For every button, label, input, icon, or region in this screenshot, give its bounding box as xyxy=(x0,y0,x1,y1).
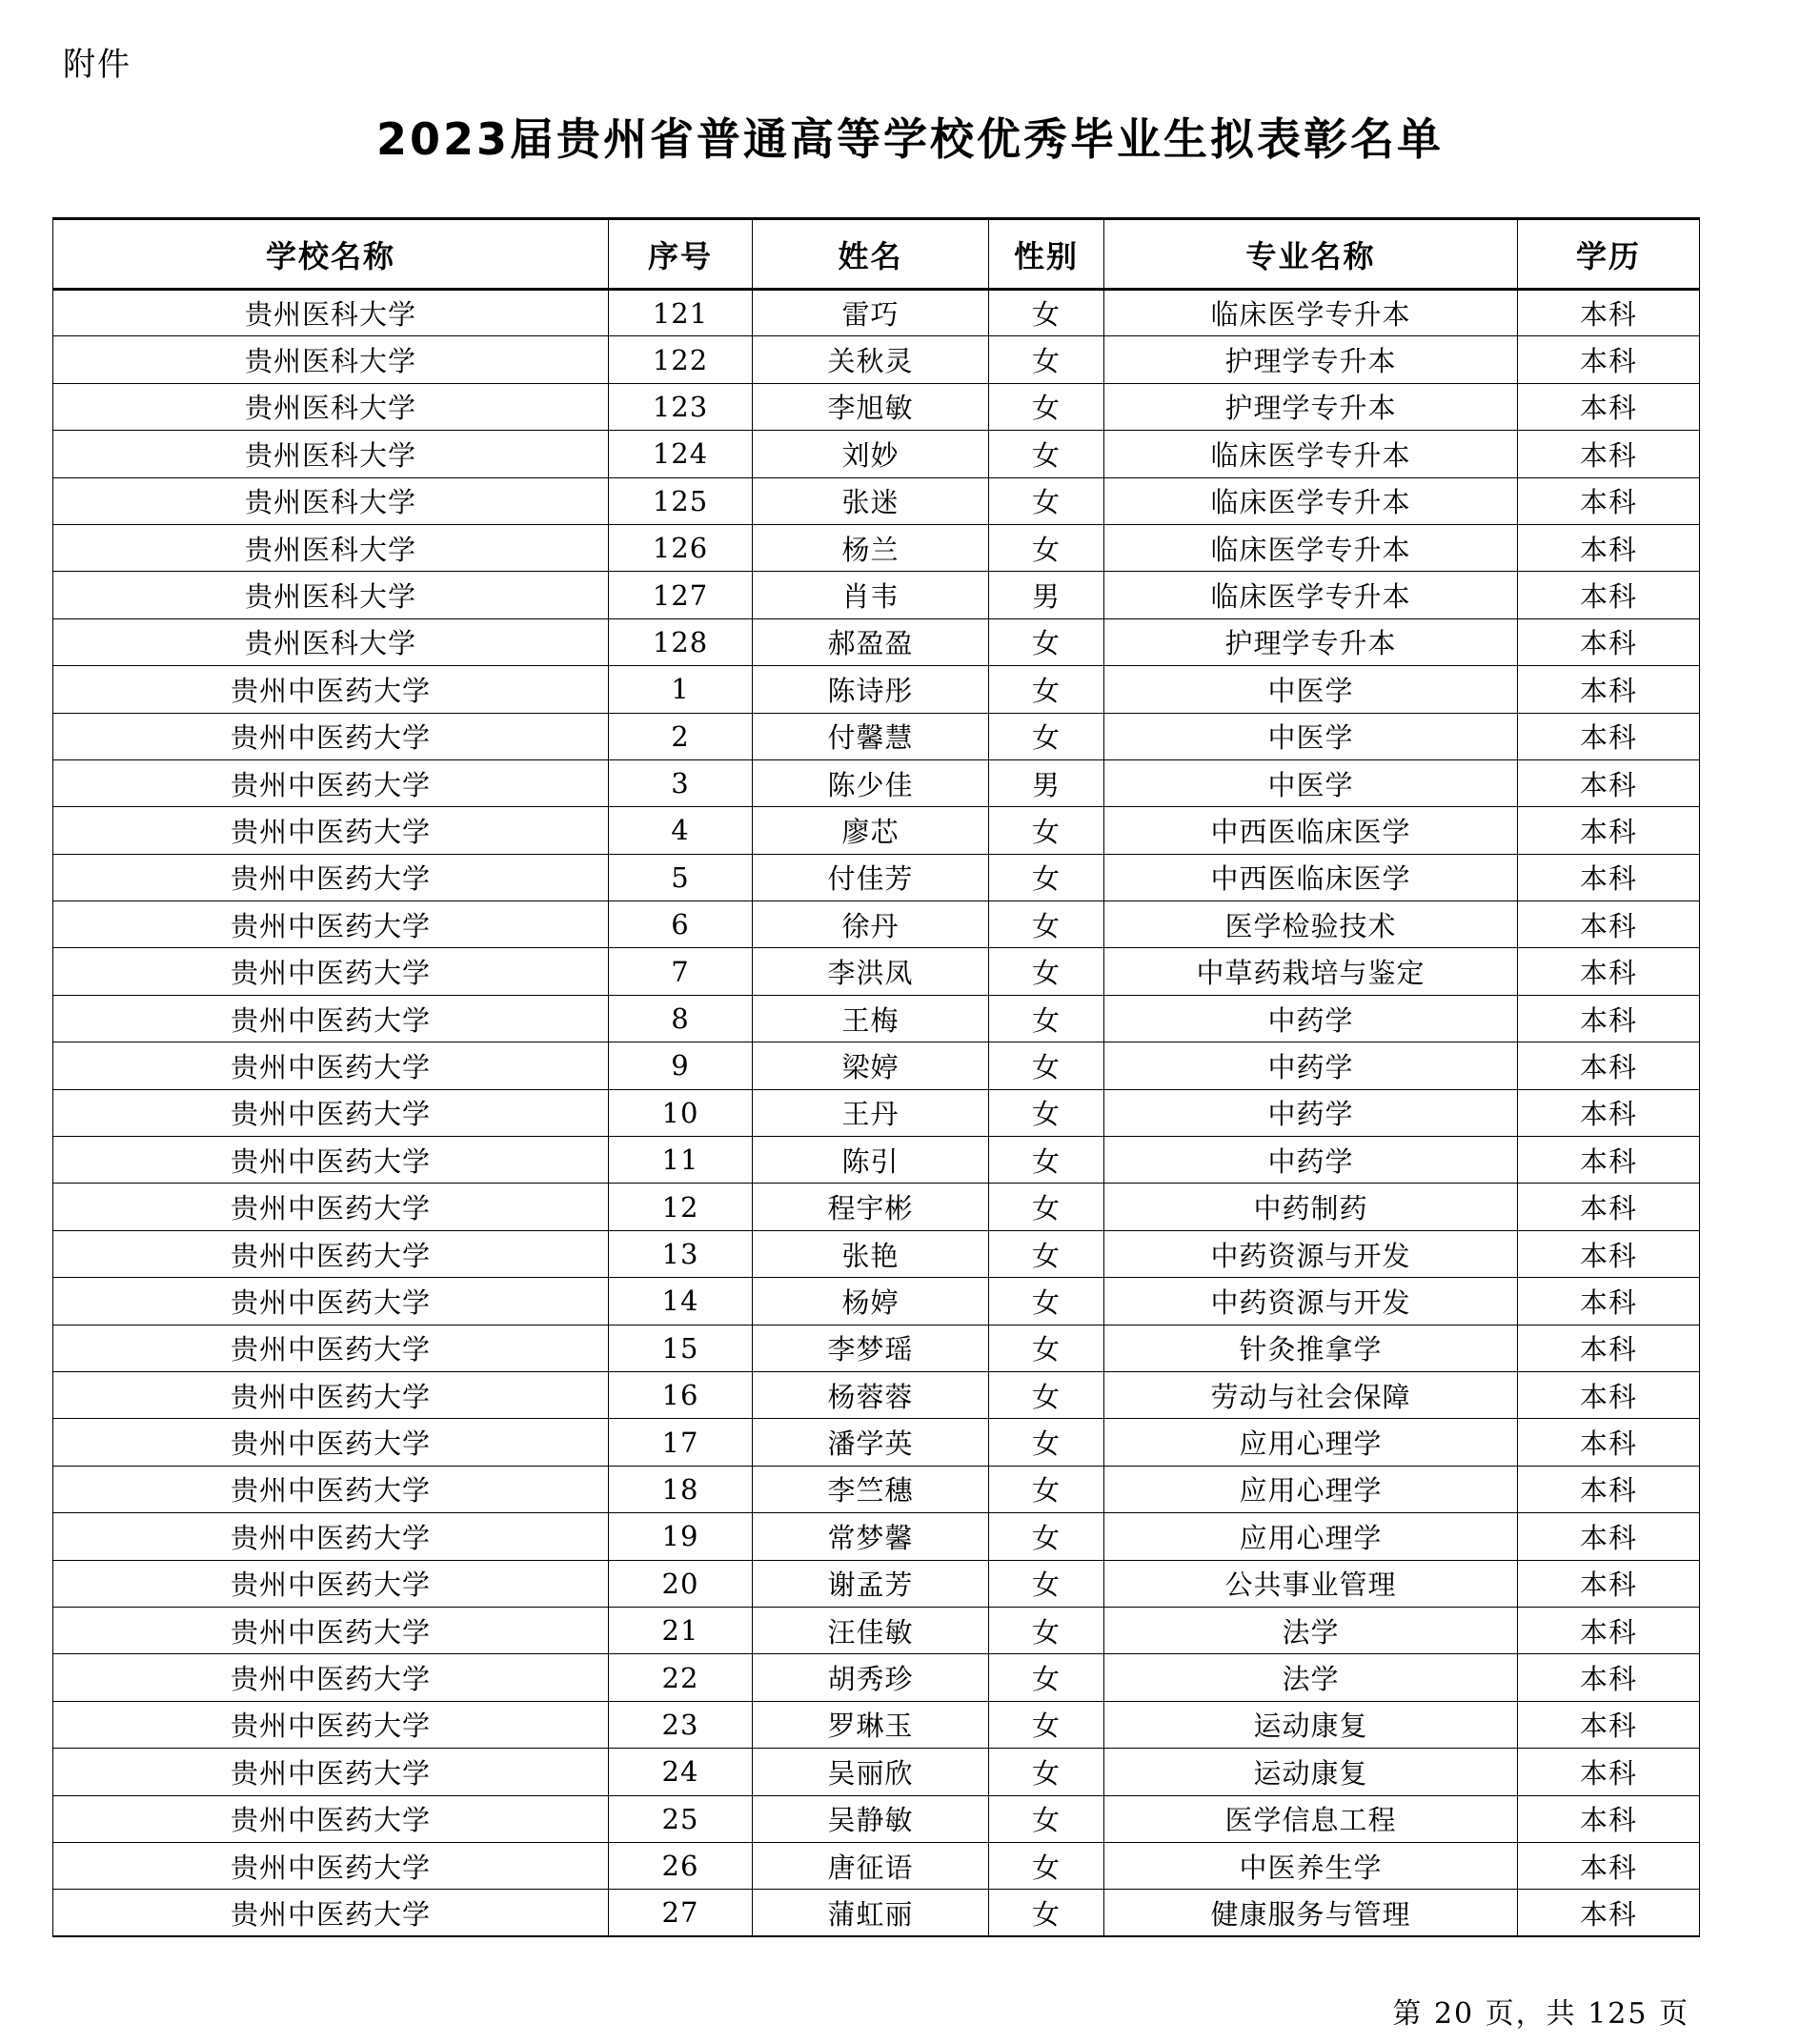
cell-major: 中药学 xyxy=(1104,1089,1518,1136)
cell-name: 李旭敏 xyxy=(753,383,989,430)
cell-degree: 本科 xyxy=(1518,759,1700,806)
cell-major: 健康服务与管理 xyxy=(1104,1890,1518,1936)
cell-school-name: 贵州中医药大学 xyxy=(53,1184,609,1230)
cell-serial-number: 13 xyxy=(609,1230,753,1277)
cell-serial-number: 5 xyxy=(609,854,753,901)
table-row xyxy=(53,1842,1700,1889)
cell-serial-number: 14 xyxy=(609,1278,753,1325)
cell-degree: 本科 xyxy=(1518,1701,1700,1748)
table-row xyxy=(53,901,1700,948)
honor-roster-table xyxy=(52,217,1700,1937)
cell-name: 廖芯 xyxy=(753,807,989,854)
cell-gender: 女 xyxy=(989,1278,1104,1325)
table-row xyxy=(53,1795,1700,1842)
cell-serial-number: 18 xyxy=(609,1466,753,1512)
table-row xyxy=(53,1371,1700,1418)
table-row xyxy=(53,477,1700,524)
cell-gender: 女 xyxy=(989,854,1104,901)
cell-major: 中西医临床医学 xyxy=(1104,854,1518,901)
cell-gender: 女 xyxy=(989,666,1104,713)
cell-degree: 本科 xyxy=(1518,1842,1700,1889)
cell-gender: 女 xyxy=(989,1371,1104,1418)
cell-serial-number: 8 xyxy=(609,995,753,1042)
cell-name: 蒲虹丽 xyxy=(753,1890,989,1936)
cell-major: 法学 xyxy=(1104,1654,1518,1701)
cell-serial-number: 24 xyxy=(609,1749,753,1795)
cell-serial-number: 27 xyxy=(609,1890,753,1936)
cell-name: 肖韦 xyxy=(753,572,989,618)
cell-name: 王梅 xyxy=(753,995,989,1042)
cell-degree: 本科 xyxy=(1518,572,1700,618)
header-degree: 学历 xyxy=(1518,219,1700,290)
cell-school-name: 贵州医科大学 xyxy=(53,290,609,336)
cell-degree: 本科 xyxy=(1518,666,1700,713)
cell-serial-number: 126 xyxy=(609,524,753,571)
cell-school-name: 贵州医科大学 xyxy=(53,524,609,571)
cell-gender: 女 xyxy=(989,1749,1104,1795)
cell-degree: 本科 xyxy=(1518,1042,1700,1089)
cell-serial-number: 124 xyxy=(609,431,753,477)
cell-gender: 男 xyxy=(989,572,1104,618)
cell-degree: 本科 xyxy=(1518,1230,1700,1277)
cell-school-name: 贵州中医药大学 xyxy=(53,995,609,1042)
cell-school-name: 贵州医科大学 xyxy=(53,336,609,383)
attachment-label: 附件 xyxy=(63,46,131,84)
cell-major: 临床医学专升本 xyxy=(1104,572,1518,618)
cell-school-name: 贵州中医药大学 xyxy=(53,1842,609,1889)
cell-serial-number: 128 xyxy=(609,618,753,665)
cell-gender: 女 xyxy=(989,524,1104,571)
cell-school-name: 贵州医科大学 xyxy=(53,383,609,430)
cell-name: 李洪凤 xyxy=(753,948,989,995)
cell-degree: 本科 xyxy=(1518,1325,1700,1371)
cell-school-name: 贵州中医药大学 xyxy=(53,1513,609,1560)
cell-degree: 本科 xyxy=(1518,1278,1700,1325)
cell-name: 李梦瑶 xyxy=(753,1325,989,1371)
cell-degree: 本科 xyxy=(1518,1089,1700,1136)
cell-school-name: 贵州医科大学 xyxy=(53,618,609,665)
cell-gender: 女 xyxy=(989,1560,1104,1607)
cell-gender: 女 xyxy=(989,477,1104,524)
cell-school-name: 贵州中医药大学 xyxy=(53,666,609,713)
table-row xyxy=(53,1230,1700,1277)
cell-major: 护理学专升本 xyxy=(1104,618,1518,665)
cell-degree: 本科 xyxy=(1518,1795,1700,1842)
cell-degree: 本科 xyxy=(1518,336,1700,383)
cell-name: 程宇彬 xyxy=(753,1184,989,1230)
cell-serial-number: 125 xyxy=(609,477,753,524)
cell-school-name: 贵州医科大学 xyxy=(53,477,609,524)
cell-serial-number: 4 xyxy=(609,807,753,854)
cell-school-name: 贵州中医药大学 xyxy=(53,1795,609,1842)
cell-degree: 本科 xyxy=(1518,1513,1700,1560)
cell-major: 劳动与社会保障 xyxy=(1104,1371,1518,1418)
cell-name: 陈引 xyxy=(753,1137,989,1184)
cell-degree: 本科 xyxy=(1518,995,1700,1042)
cell-serial-number: 7 xyxy=(609,948,753,995)
cell-name: 付馨慧 xyxy=(753,713,989,759)
cell-gender: 女 xyxy=(989,807,1104,854)
cell-serial-number: 123 xyxy=(609,383,753,430)
cell-major: 护理学专升本 xyxy=(1104,336,1518,383)
cell-major: 中草药栽培与鉴定 xyxy=(1104,948,1518,995)
cell-major: 中医学 xyxy=(1104,759,1518,806)
table-row xyxy=(53,1654,1700,1701)
cell-degree: 本科 xyxy=(1518,1466,1700,1512)
cell-degree: 本科 xyxy=(1518,1184,1700,1230)
cell-gender: 女 xyxy=(989,1654,1104,1701)
cell-major: 临床医学专升本 xyxy=(1104,477,1518,524)
cell-major: 中药学 xyxy=(1104,995,1518,1042)
cell-major: 中西医临床医学 xyxy=(1104,807,1518,854)
cell-school-name: 贵州中医药大学 xyxy=(53,1749,609,1795)
cell-gender: 女 xyxy=(989,1230,1104,1277)
cell-school-name: 贵州中医药大学 xyxy=(53,1371,609,1418)
header-serial-number: 序号 xyxy=(609,219,753,290)
cell-serial-number: 6 xyxy=(609,901,753,948)
cell-major: 中药资源与开发 xyxy=(1104,1230,1518,1277)
table-row xyxy=(53,854,1700,901)
table-body xyxy=(53,290,1700,1937)
cell-degree: 本科 xyxy=(1518,431,1700,477)
table-row xyxy=(53,1749,1700,1795)
table-row xyxy=(53,1701,1700,1748)
cell-name: 雷巧 xyxy=(753,290,989,336)
cell-name: 吴静敏 xyxy=(753,1795,989,1842)
cell-name: 陈诗彤 xyxy=(753,666,989,713)
cell-name: 刘妙 xyxy=(753,431,989,477)
table-row xyxy=(53,572,1700,618)
cell-degree: 本科 xyxy=(1518,1419,1700,1466)
cell-gender: 女 xyxy=(989,1325,1104,1371)
table-row xyxy=(53,524,1700,571)
cell-major: 公共事业管理 xyxy=(1104,1560,1518,1607)
cell-name: 谢孟芳 xyxy=(753,1560,989,1607)
cell-major: 法学 xyxy=(1104,1607,1518,1653)
cell-school-name: 贵州中医药大学 xyxy=(53,1325,609,1371)
cell-school-name: 贵州中医药大学 xyxy=(53,759,609,806)
page-number: 第 20 页，共 125 页 xyxy=(1392,1997,1689,2031)
cell-major: 中医养生学 xyxy=(1104,1842,1518,1889)
cell-serial-number: 9 xyxy=(609,1042,753,1089)
cell-school-name: 贵州中医药大学 xyxy=(53,854,609,901)
cell-major: 临床医学专升本 xyxy=(1104,431,1518,477)
cell-gender: 女 xyxy=(989,431,1104,477)
cell-major: 医学检验技术 xyxy=(1104,901,1518,948)
cell-degree: 本科 xyxy=(1518,618,1700,665)
cell-serial-number: 1 xyxy=(609,666,753,713)
cell-name: 潘学英 xyxy=(753,1419,989,1466)
cell-degree: 本科 xyxy=(1518,290,1700,336)
cell-serial-number: 11 xyxy=(609,1137,753,1184)
cell-gender: 女 xyxy=(989,1513,1104,1560)
cell-serial-number: 19 xyxy=(609,1513,753,1560)
cell-degree: 本科 xyxy=(1518,477,1700,524)
cell-major: 应用心理学 xyxy=(1104,1466,1518,1512)
cell-degree: 本科 xyxy=(1518,1607,1700,1653)
header-gender: 性别 xyxy=(989,219,1104,290)
cell-major: 中药学 xyxy=(1104,1042,1518,1089)
table-row xyxy=(53,290,1700,336)
cell-degree: 本科 xyxy=(1518,1560,1700,1607)
cell-degree: 本科 xyxy=(1518,807,1700,854)
cell-name: 郝盈盈 xyxy=(753,618,989,665)
cell-school-name: 贵州中医药大学 xyxy=(53,1419,609,1466)
cell-major: 中医学 xyxy=(1104,713,1518,759)
cell-major: 中药资源与开发 xyxy=(1104,1278,1518,1325)
cell-name: 付佳芳 xyxy=(753,854,989,901)
cell-name: 陈少佳 xyxy=(753,759,989,806)
cell-name: 梁婷 xyxy=(753,1042,989,1089)
cell-serial-number: 25 xyxy=(609,1795,753,1842)
cell-major: 中医学 xyxy=(1104,666,1518,713)
cell-school-name: 贵州中医药大学 xyxy=(53,1089,609,1136)
cell-name: 徐丹 xyxy=(753,901,989,948)
cell-school-name: 贵州医科大学 xyxy=(53,431,609,477)
cell-major: 医学信息工程 xyxy=(1104,1795,1518,1842)
cell-serial-number: 121 xyxy=(609,290,753,336)
table-row xyxy=(53,1184,1700,1230)
cell-degree: 本科 xyxy=(1518,948,1700,995)
cell-name: 杨婷 xyxy=(753,1278,989,1325)
cell-major: 中药制药 xyxy=(1104,1184,1518,1230)
cell-name: 杨兰 xyxy=(753,524,989,571)
cell-gender: 女 xyxy=(989,1419,1104,1466)
cell-degree: 本科 xyxy=(1518,383,1700,430)
cell-school-name: 贵州中医药大学 xyxy=(53,1278,609,1325)
cell-gender: 女 xyxy=(989,1701,1104,1748)
cell-degree: 本科 xyxy=(1518,1137,1700,1184)
cell-name: 李竺穗 xyxy=(753,1466,989,1512)
cell-gender: 女 xyxy=(989,1184,1104,1230)
table-row xyxy=(53,995,1700,1042)
table-row xyxy=(53,618,1700,665)
table-row xyxy=(53,1513,1700,1560)
cell-major: 护理学专升本 xyxy=(1104,383,1518,430)
cell-gender: 女 xyxy=(989,618,1104,665)
cell-serial-number: 122 xyxy=(609,336,753,383)
cell-gender: 女 xyxy=(989,1890,1104,1936)
table-row xyxy=(53,948,1700,995)
cell-gender: 女 xyxy=(989,1842,1104,1889)
cell-name: 罗琳玉 xyxy=(753,1701,989,1748)
cell-name: 常梦馨 xyxy=(753,1513,989,1560)
cell-serial-number: 3 xyxy=(609,759,753,806)
table-row xyxy=(53,713,1700,759)
cell-gender: 女 xyxy=(989,1042,1104,1089)
cell-serial-number: 16 xyxy=(609,1371,753,1418)
cell-gender: 女 xyxy=(989,290,1104,336)
cell-name: 唐征语 xyxy=(753,1842,989,1889)
cell-serial-number: 20 xyxy=(609,1560,753,1607)
cell-name: 杨蓉蓉 xyxy=(753,1371,989,1418)
cell-gender: 女 xyxy=(989,901,1104,948)
cell-gender: 女 xyxy=(989,1795,1104,1842)
cell-name: 汪佳敏 xyxy=(753,1607,989,1653)
cell-serial-number: 12 xyxy=(609,1184,753,1230)
cell-serial-number: 23 xyxy=(609,1701,753,1748)
table-row xyxy=(53,1419,1700,1466)
cell-degree: 本科 xyxy=(1518,524,1700,571)
cell-school-name: 贵州中医药大学 xyxy=(53,1607,609,1653)
cell-gender: 女 xyxy=(989,995,1104,1042)
table-row xyxy=(53,666,1700,713)
cell-degree: 本科 xyxy=(1518,854,1700,901)
cell-school-name: 贵州中医药大学 xyxy=(53,1137,609,1184)
cell-degree: 本科 xyxy=(1518,1890,1700,1936)
cell-gender: 男 xyxy=(989,759,1104,806)
cell-degree: 本科 xyxy=(1518,713,1700,759)
cell-name: 张艳 xyxy=(753,1230,989,1277)
table-row xyxy=(53,807,1700,854)
cell-major: 运动康复 xyxy=(1104,1749,1518,1795)
cell-gender: 女 xyxy=(989,1466,1104,1512)
cell-serial-number: 22 xyxy=(609,1654,753,1701)
cell-major: 针灸推拿学 xyxy=(1104,1325,1518,1371)
table-row xyxy=(53,1466,1700,1512)
table-row xyxy=(53,1325,1700,1371)
cell-major: 应用心理学 xyxy=(1104,1419,1518,1466)
cell-school-name: 贵州中医药大学 xyxy=(53,1701,609,1748)
table-row xyxy=(53,383,1700,430)
cell-gender: 女 xyxy=(989,1137,1104,1184)
cell-school-name: 贵州中医药大学 xyxy=(53,1042,609,1089)
cell-degree: 本科 xyxy=(1518,901,1700,948)
table-row xyxy=(53,336,1700,383)
cell-gender: 女 xyxy=(989,336,1104,383)
cell-school-name: 贵州中医药大学 xyxy=(53,1560,609,1607)
cell-gender: 女 xyxy=(989,948,1104,995)
cell-name: 张迷 xyxy=(753,477,989,524)
cell-school-name: 贵州中医药大学 xyxy=(53,1654,609,1701)
cell-name: 关秋灵 xyxy=(753,336,989,383)
cell-school-name: 贵州中医药大学 xyxy=(53,1230,609,1277)
table-row xyxy=(53,759,1700,806)
cell-major: 运动康复 xyxy=(1104,1701,1518,1748)
cell-serial-number: 2 xyxy=(609,713,753,759)
cell-gender: 女 xyxy=(989,1607,1104,1653)
cell-degree: 本科 xyxy=(1518,1371,1700,1418)
table-row xyxy=(53,1607,1700,1653)
table-row xyxy=(53,1890,1700,1936)
cell-serial-number: 17 xyxy=(609,1419,753,1466)
cell-school-name: 贵州医科大学 xyxy=(53,572,609,618)
cell-gender: 女 xyxy=(989,383,1104,430)
cell-major: 临床医学专升本 xyxy=(1104,524,1518,571)
cell-major: 中药学 xyxy=(1104,1137,1518,1184)
cell-name: 胡秀珍 xyxy=(753,1654,989,1701)
table-row xyxy=(53,1042,1700,1089)
cell-name: 王丹 xyxy=(753,1089,989,1136)
table-row xyxy=(53,1137,1700,1184)
table-header-row xyxy=(53,219,1700,290)
cell-gender: 女 xyxy=(989,1089,1104,1136)
document-title: 2023届贵州省普通高等学校优秀毕业生拟表彰名单 xyxy=(375,113,1445,165)
cell-major: 临床医学专升本 xyxy=(1104,290,1518,336)
cell-major: 应用心理学 xyxy=(1104,1513,1518,1560)
cell-serial-number: 26 xyxy=(609,1842,753,1889)
table-row xyxy=(53,431,1700,477)
cell-serial-number: 127 xyxy=(609,572,753,618)
cell-degree: 本科 xyxy=(1518,1654,1700,1701)
table-row xyxy=(53,1560,1700,1607)
cell-serial-number: 15 xyxy=(609,1325,753,1371)
table-row xyxy=(53,1089,1700,1136)
header-major: 专业名称 xyxy=(1104,219,1518,290)
cell-name: 吴丽欣 xyxy=(753,1749,989,1795)
cell-degree: 本科 xyxy=(1518,1749,1700,1795)
cell-serial-number: 21 xyxy=(609,1607,753,1653)
cell-school-name: 贵州中医药大学 xyxy=(53,807,609,854)
cell-school-name: 贵州中医药大学 xyxy=(53,713,609,759)
cell-gender: 女 xyxy=(989,713,1104,759)
table-row xyxy=(53,1278,1700,1325)
cell-school-name: 贵州中医药大学 xyxy=(53,948,609,995)
cell-school-name: 贵州中医药大学 xyxy=(53,1890,609,1936)
cell-serial-number: 10 xyxy=(609,1089,753,1136)
cell-school-name: 贵州中医药大学 xyxy=(53,1466,609,1512)
cell-school-name: 贵州中医药大学 xyxy=(53,901,609,948)
header-name: 姓名 xyxy=(753,219,989,290)
header-school-name: 学校名称 xyxy=(53,219,609,290)
